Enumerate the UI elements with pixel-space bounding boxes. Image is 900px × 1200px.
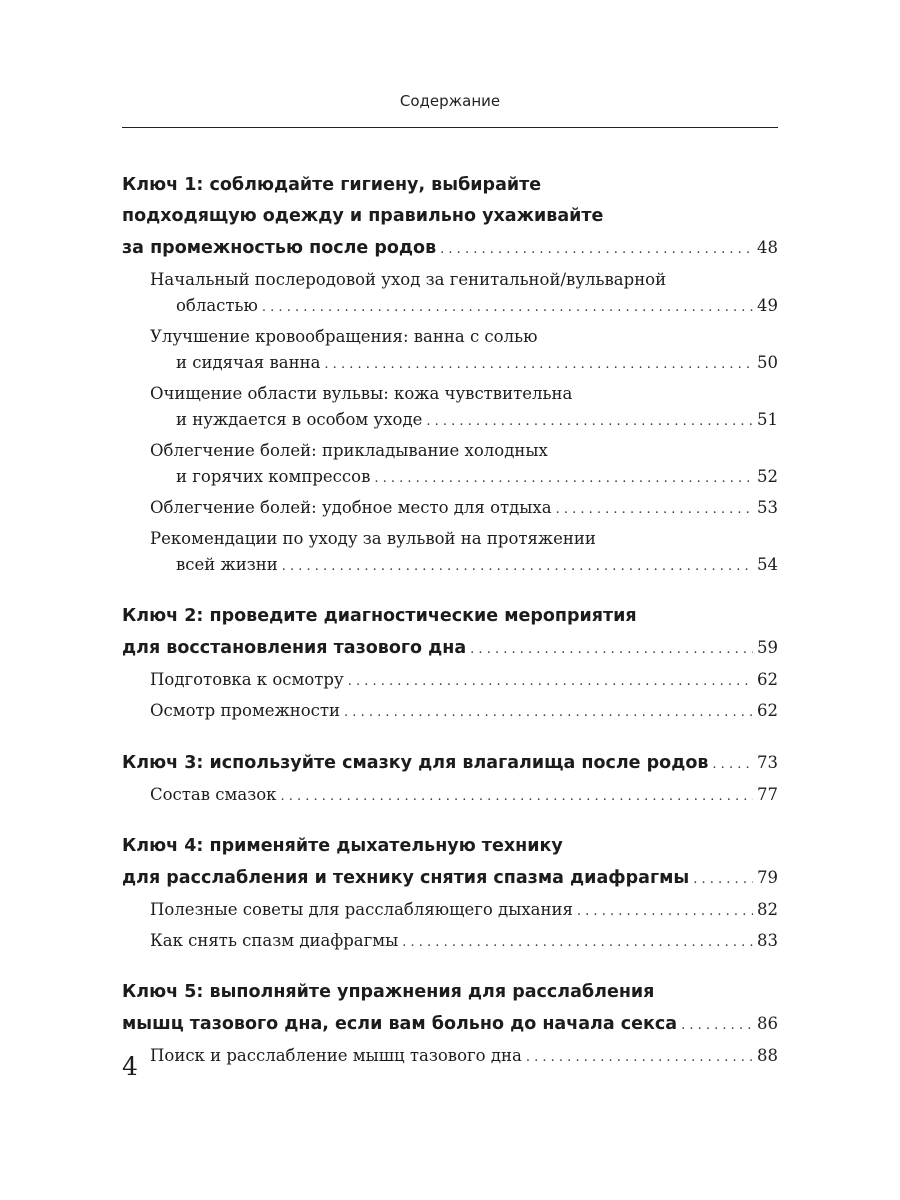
dot-leader: [402, 930, 753, 956]
header-rule: [122, 127, 778, 128]
toc-chapter-entry[interactable]: [122, 831, 778, 895]
subsection-page-number: 51: [757, 410, 778, 429]
toc-subsection-entry[interactable]: [122, 324, 778, 378]
dot-leader: [577, 899, 753, 925]
toc-section: [122, 170, 778, 580]
dot-leader: [348, 669, 753, 695]
dot-leader: [344, 700, 753, 726]
subsection-title-line: Как снять спазм диафрагмы: [150, 931, 399, 950]
subsection-page-number: 77: [757, 785, 778, 804]
chapter-page-number: 79: [757, 868, 778, 887]
chapter-title-line: Ключ 5: выполняйте упражнения для расслабления: [122, 982, 655, 1002]
toc-subsection-entry[interactable]: [122, 698, 778, 726]
subsection-title-line: Полезные советы для расслабляющего дыхания: [150, 900, 573, 919]
chapter-page-number: 59: [757, 638, 778, 657]
subsection-page-number: 88: [757, 1046, 778, 1065]
toc-chapter-entry[interactable]: [122, 601, 778, 665]
chapter-title-line: Ключ 3: используйте смазку для влагалища после родов: [122, 753, 709, 773]
toc-subsection-entry[interactable]: [122, 267, 778, 321]
toc-section: [122, 601, 778, 726]
dot-leader: [440, 234, 753, 265]
dot-leader: [262, 295, 753, 321]
page-folio: 4: [122, 1052, 138, 1081]
toc-subsection-entry[interactable]: [122, 667, 778, 695]
toc-subsection-entry[interactable]: [122, 526, 778, 580]
toc-subsection-entry[interactable]: [122, 495, 778, 523]
subsection-page-number: 54: [757, 555, 778, 574]
subsection-page-number: 62: [757, 670, 778, 689]
toc-section: [122, 831, 778, 956]
chapter-page-number: 86: [757, 1014, 778, 1033]
toc-chapter-entry[interactable]: [122, 170, 778, 265]
toc-subsection-entry[interactable]: [122, 438, 778, 492]
subsection-page-number: 52: [757, 467, 778, 486]
subsection-title-line: Улучшение кровообращения: ванна с солью: [150, 327, 538, 346]
dot-leader: [693, 864, 753, 895]
chapter-title-line: для восстановления тазового дна: [122, 638, 467, 658]
dot-leader: [324, 352, 753, 378]
toc-subsection-entry[interactable]: [122, 1043, 778, 1071]
chapter-page-number: 48: [757, 238, 778, 257]
dot-leader: [426, 409, 753, 435]
subsection-page-number: 49: [757, 296, 778, 315]
subsection-title-line: областью: [176, 296, 258, 315]
chapter-title-line: Ключ 2: проведите диагностические мероприятия: [122, 606, 637, 626]
chapter-title-line: Ключ 1: соблюдайте гигиену, выбирайте: [122, 175, 542, 195]
subsection-title-line: и сидячая ванна: [176, 353, 321, 372]
chapter-title-line: за промежностью после родов: [122, 238, 437, 258]
subsection-title-line: и горячих компрессов: [176, 467, 371, 486]
toc-chapter-entry[interactable]: [122, 977, 778, 1041]
toc-subsection-entry[interactable]: [122, 381, 778, 435]
chapter-title-line: мышц тазового дна, если вам больно до начала секса: [122, 1014, 678, 1034]
dot-leader: [526, 1045, 753, 1071]
subsection-title-line: и нуждается в особом уходе: [176, 410, 423, 429]
dot-leader: [556, 497, 753, 523]
dot-leader: [470, 634, 753, 665]
subsection-title-line: Подготовка к осмотру: [150, 670, 344, 689]
table-of-contents: [122, 170, 778, 1071]
dot-leader: [374, 466, 753, 492]
subsection-page-number: 83: [757, 931, 778, 950]
subsection-title-line: Облегчение болей: удобное место для отдыха: [150, 498, 552, 517]
subsection-title-line: Осмотр промежности: [150, 701, 341, 720]
subsection-page-number: 50: [757, 353, 778, 372]
subsection-page-number: 53: [757, 498, 778, 517]
chapter-page-number: 73: [757, 753, 778, 772]
subsection-title-line: Очищение области вульвы: кожа чувствительна: [150, 384, 573, 403]
chapter-title-line: подходящую одежду и правильно ухаживайте: [122, 206, 604, 226]
dot-leader: [712, 749, 753, 780]
subsection-title-line: Начальный послеродовой уход за генитальной/вульварной: [150, 270, 667, 289]
subsection-title-line: Рекомендации по уходу за вульвой на протяжении: [150, 529, 596, 548]
running-head: Содержание: [399, 92, 501, 110]
subsection-title-line: всей жизни: [176, 555, 278, 574]
chapter-title-line: Ключ 4: применяйте дыхательную технику: [122, 836, 563, 856]
dot-leader: [282, 554, 753, 580]
toc-subsection-entry[interactable]: [122, 928, 778, 956]
subsection-title-line: Состав смазок: [150, 785, 277, 804]
toc-chapter-entry[interactable]: [122, 747, 778, 780]
toc-section: [122, 977, 778, 1071]
subsection-title-line: Облегчение болей: прикладывание холодных: [150, 441, 548, 460]
toc-section: [122, 747, 778, 810]
subsection-page-number: 82: [757, 900, 778, 919]
chapter-title-line: для расслабления и технику снятия спазма диафрагмы: [122, 868, 690, 888]
subsection-title-line: Поиск и расслабление мышц тазового дна: [150, 1046, 522, 1065]
dot-leader: [280, 784, 753, 810]
subsection-page-number: 62: [757, 701, 778, 720]
toc-subsection-entry[interactable]: [122, 897, 778, 925]
toc-subsection-entry[interactable]: [122, 782, 778, 810]
dot-leader: [681, 1010, 753, 1041]
